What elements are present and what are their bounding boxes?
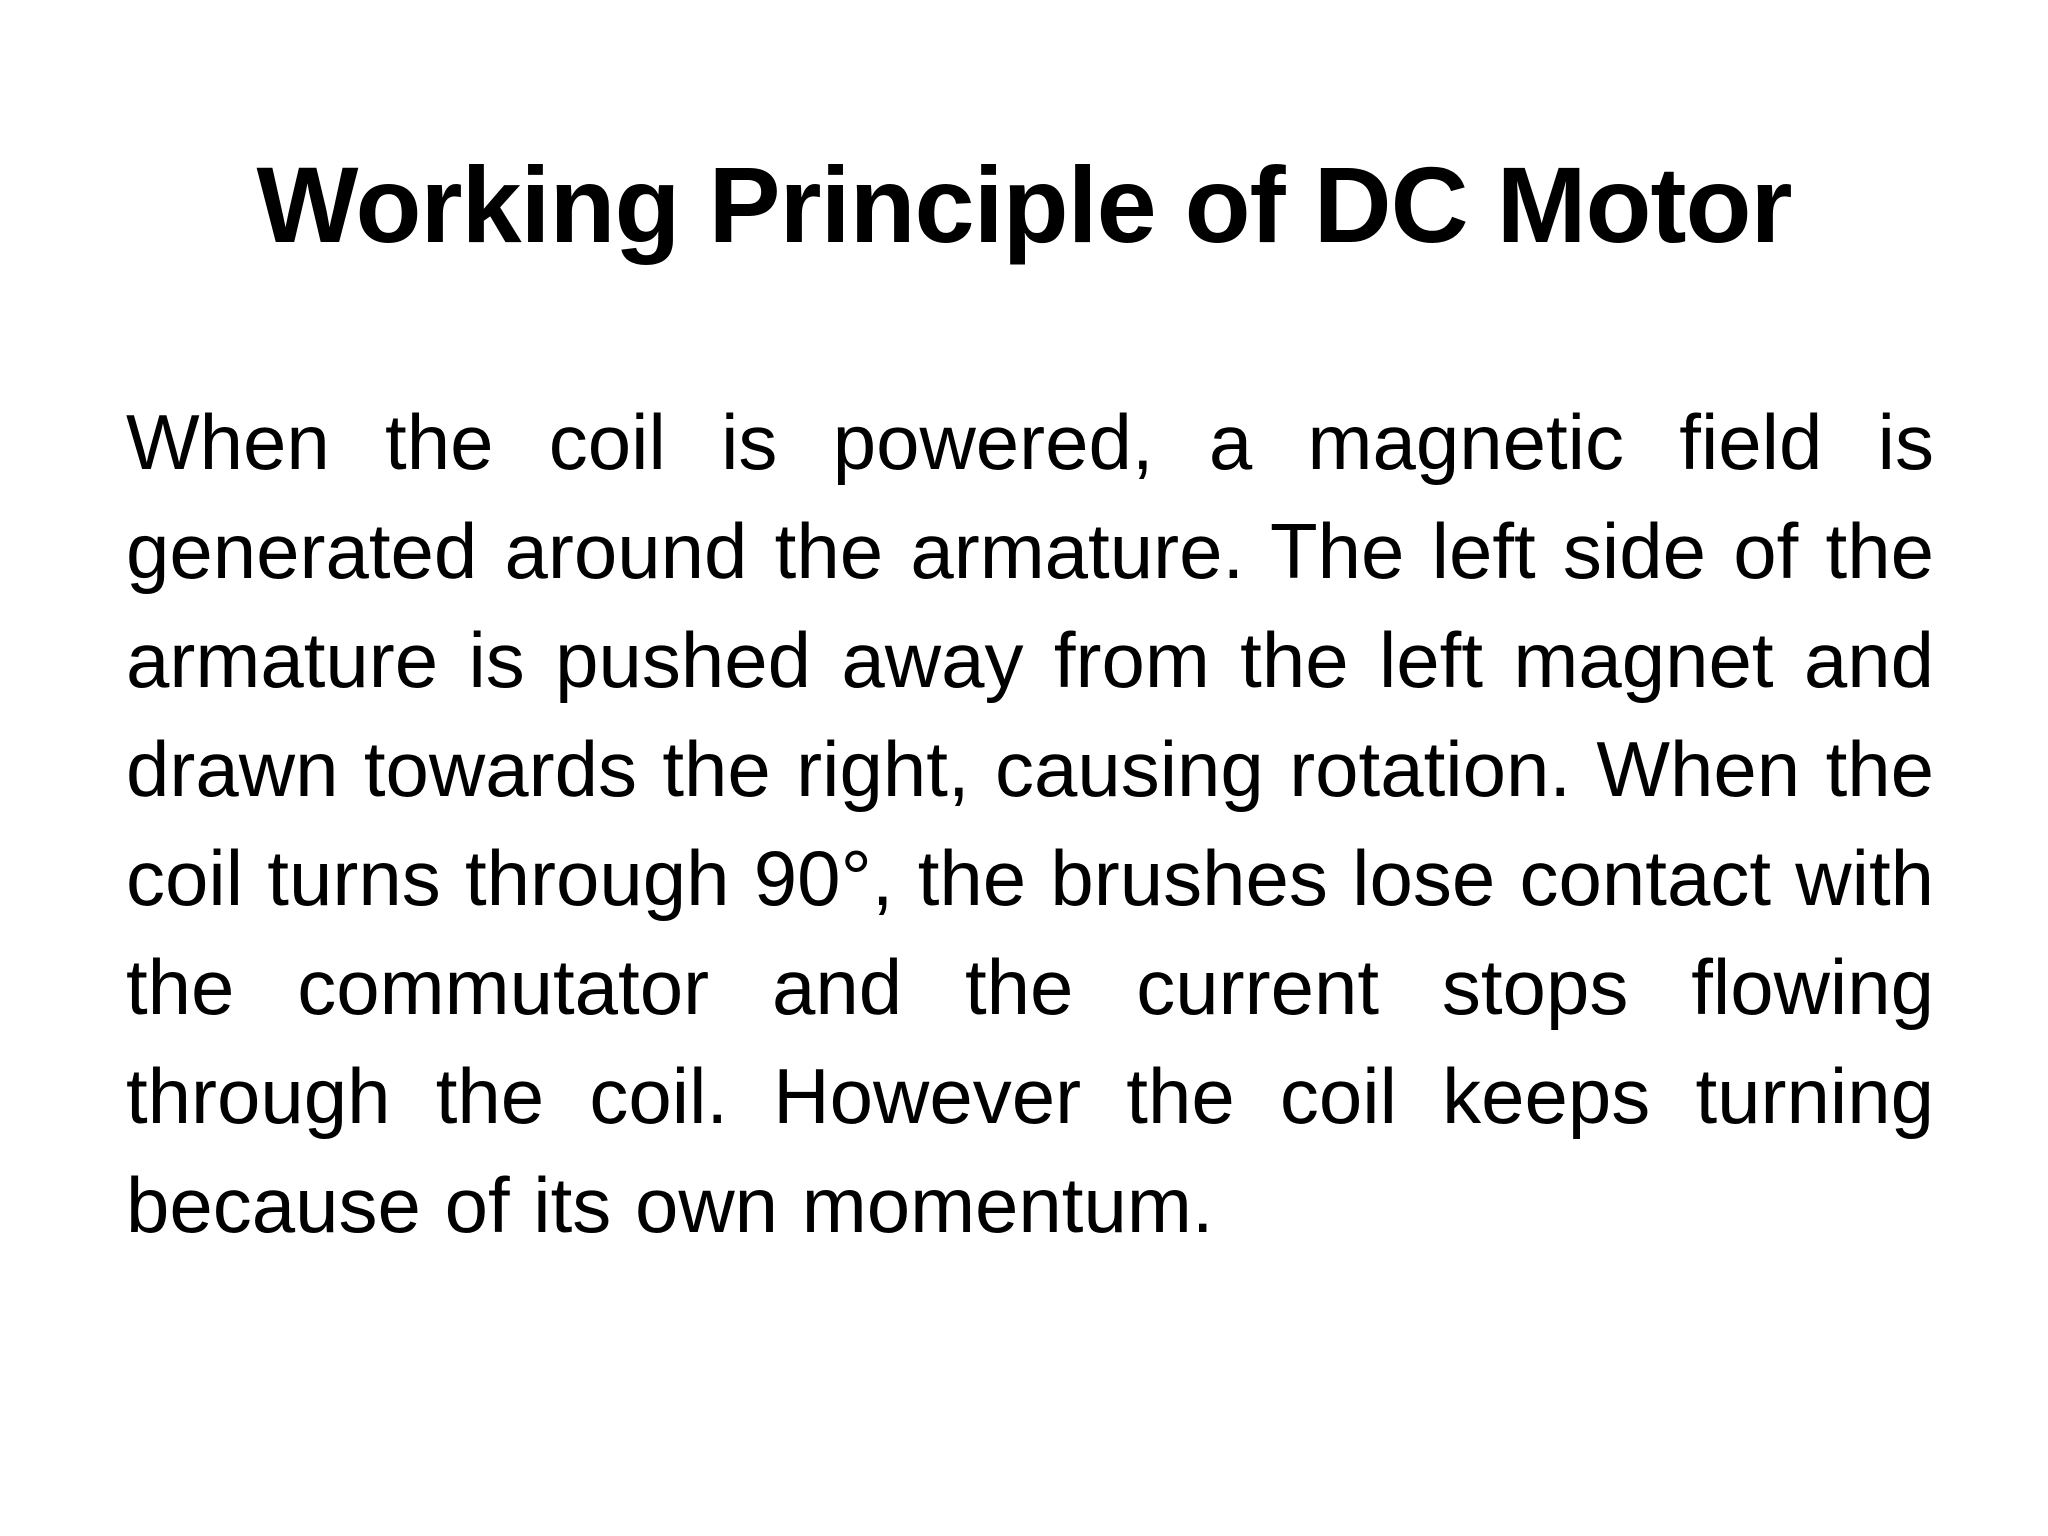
slide-body-text: When the coil is powered, a magnetic field is generated around the armature. The left side of the armature is pushed away from the left magnet and drawn towards the right, causing rotation. When the coil turns through 90°, the brushes lose contact with the commutator and the current stops flowing through the coil. However the coil keeps turning because of its own momentum.	[126, 398, 1934, 1249]
slide-title: Working Principle of DC Motor	[256, 144, 1792, 265]
